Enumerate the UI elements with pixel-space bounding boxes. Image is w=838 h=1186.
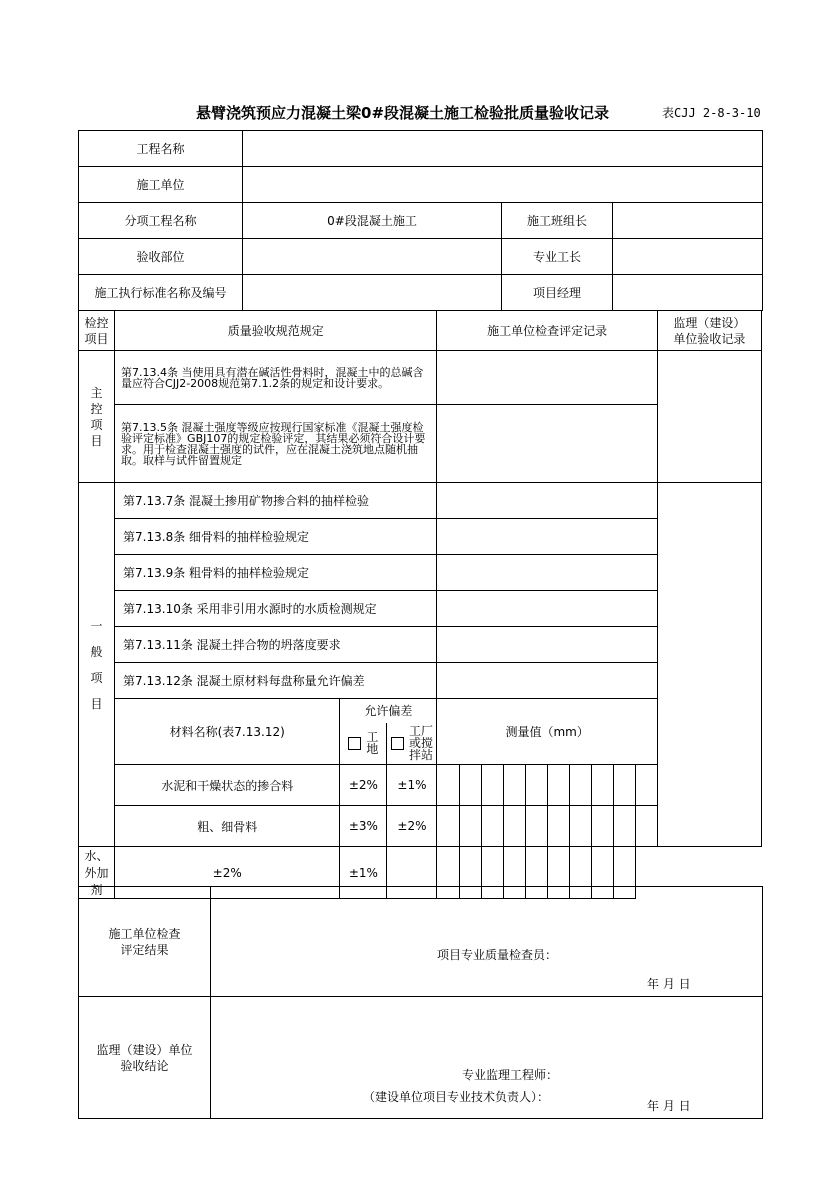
general-item-3-record[interactable] <box>437 555 657 591</box>
check-date: 年 月 日 <box>647 977 691 991</box>
general-items-label: 一 般 项 目 <box>79 483 115 847</box>
conclusion-label: 监理（建设）单位 验收结论 <box>79 997 211 1119</box>
material-name: 粗、细骨料 <box>115 806 340 847</box>
measure-cell[interactable] <box>437 806 459 847</box>
main-items-supervisor[interactable] <box>657 351 761 483</box>
supervisor-header: 监理（建设） 单位验收记录 <box>657 311 761 351</box>
measure-cell[interactable] <box>503 806 525 847</box>
general-item-6-record[interactable] <box>437 663 657 699</box>
construction-unit-value[interactable] <box>243 167 763 203</box>
general-item-5: 第7.13.11条 混凝土拌合物的坍落度要求 <box>115 627 437 663</box>
check-result-label: 施工单位检查 评定结果 <box>79 887 211 997</box>
check-record-header: 施工单位检查评定记录 <box>437 311 657 351</box>
general-item-3: 第7.13.9条 粗骨料的抽样检验规定 <box>115 555 437 591</box>
site-tolerance-header: 工 地 <box>340 723 387 765</box>
material-name: 水泥和干燥状态的掺合料 <box>115 765 340 806</box>
measure-cell[interactable] <box>525 765 547 806</box>
sub-project-label: 分项工程名称 <box>79 203 243 239</box>
conclusion-date: 年 月 日 <box>647 1099 691 1113</box>
pm-label: 项目经理 <box>502 275 613 311</box>
main-item-2: 第7.13.5条 混凝土强度等级应按现行国家标准《混凝土强度检验评定标准》GBJ107的规定检验评定，其结果必须符合设计要求。用于检查混凝土强度的试件，应在混凝土浇筑地点随机抽取。取样与试件留置规定 <box>115 405 437 483</box>
site-tolerance: ±2% <box>115 847 340 899</box>
measure-cell[interactable] <box>613 765 635 806</box>
measure-cell[interactable] <box>437 765 459 806</box>
general-item-6: 第7.13.12条 混凝土原材料每盘称量允许偏差 <box>115 663 437 699</box>
general-items-supervisor[interactable] <box>657 483 761 847</box>
measure-cell[interactable] <box>547 765 569 806</box>
measure-cell[interactable] <box>635 765 657 806</box>
foreman-label: 专业工长 <box>502 239 613 275</box>
measure-cell[interactable] <box>613 806 635 847</box>
form-code: 表CJJ 2-8-3-10 <box>662 106 761 120</box>
main-items-label: 主 控 项 目 <box>79 351 115 483</box>
measure-cell[interactable] <box>525 806 547 847</box>
owner-label: （建设单位项目专业技术负责人）： <box>363 1090 550 1104</box>
main-item-1-record[interactable] <box>437 351 657 405</box>
general-item-1: 第7.13.7条 混凝土掺用矿物掺合料的抽样检验 <box>115 483 437 519</box>
tolerance-header: 允许偏差 <box>340 699 437 723</box>
team-leader-value[interactable] <box>613 203 763 239</box>
engineer-label: 专业监理工程师： <box>462 1068 559 1082</box>
material-name-header: 材料名称(表7.13.12) <box>115 699 340 765</box>
general-item-2-record[interactable] <box>437 519 657 555</box>
general-item-5-record[interactable] <box>437 627 657 663</box>
construction-unit-label: 施工单位 <box>79 167 243 203</box>
sub-project-value[interactable]: 0#段混凝土施工 <box>243 203 502 239</box>
measure-cell[interactable] <box>569 765 591 806</box>
info-table <box>78 130 763 311</box>
foreman-value[interactable] <box>613 239 763 275</box>
measure-cell[interactable] <box>481 765 503 806</box>
measure-cell[interactable] <box>503 765 525 806</box>
standard-label: 施工执行标准名称及编号 <box>79 275 243 311</box>
spec-header: 质量验收规范规定 <box>115 311 437 351</box>
measured-header: 测量值（mm） <box>437 699 657 765</box>
material-name: 水、外加剂 <box>79 847 115 899</box>
page-title: 悬臂浇筑预应力混凝土梁0#段混凝土施工检验批质量验收记录 <box>196 104 610 122</box>
general-item-1-record[interactable] <box>437 483 657 519</box>
site-tolerance: ±3% <box>340 806 387 847</box>
plant-tolerance: ±2% <box>387 806 437 847</box>
plant-checkbox[interactable] <box>391 737 404 750</box>
main-item-1: 第7.13.4条 当使用具有潜在碱活性骨料时，混凝土中的总碱含量应符合CJJ2-2008规范第7.1.2条的规定和设计要求。 <box>115 351 437 405</box>
acceptance-part-label: 验收部位 <box>79 239 243 275</box>
standard-value[interactable] <box>243 275 502 311</box>
measure-cell[interactable] <box>459 806 481 847</box>
general-item-2: 第7.13.8条 细骨料的抽样检验规定 <box>115 519 437 555</box>
plant-tolerance: ±1% <box>387 765 437 806</box>
measure-cell[interactable] <box>547 806 569 847</box>
site-tolerance: ±2% <box>340 765 387 806</box>
general-item-4-record[interactable] <box>437 591 657 627</box>
pm-value[interactable] <box>613 275 763 311</box>
general-item-4: 第7.13.10条 采用非引用水源时的水质检测规定 <box>115 591 437 627</box>
site-checkbox[interactable] <box>348 737 361 750</box>
main-item-2-record[interactable] <box>437 405 657 483</box>
inspection-table <box>78 310 762 899</box>
measure-cell[interactable] <box>569 806 591 847</box>
project-name-value[interactable] <box>243 131 763 167</box>
conclusion-table <box>78 886 763 1119</box>
plant-tolerance-header: 工厂 或搅 拌站 <box>387 723 437 765</box>
team-leader-label: 施工班组长 <box>502 203 613 239</box>
plant-tolerance: ±1% <box>340 847 387 899</box>
measure-cell[interactable] <box>591 806 613 847</box>
measure-cell[interactable] <box>481 806 503 847</box>
measure-cell[interactable] <box>459 765 481 806</box>
measure-cell[interactable] <box>635 806 657 847</box>
item-category-header: 检控 项目 <box>79 311 115 351</box>
measure-cell[interactable] <box>591 765 613 806</box>
project-name-label: 工程名称 <box>79 131 243 167</box>
inspector-label: 项目专业质量检查员： <box>437 948 558 962</box>
acceptance-part-value[interactable] <box>243 239 502 275</box>
